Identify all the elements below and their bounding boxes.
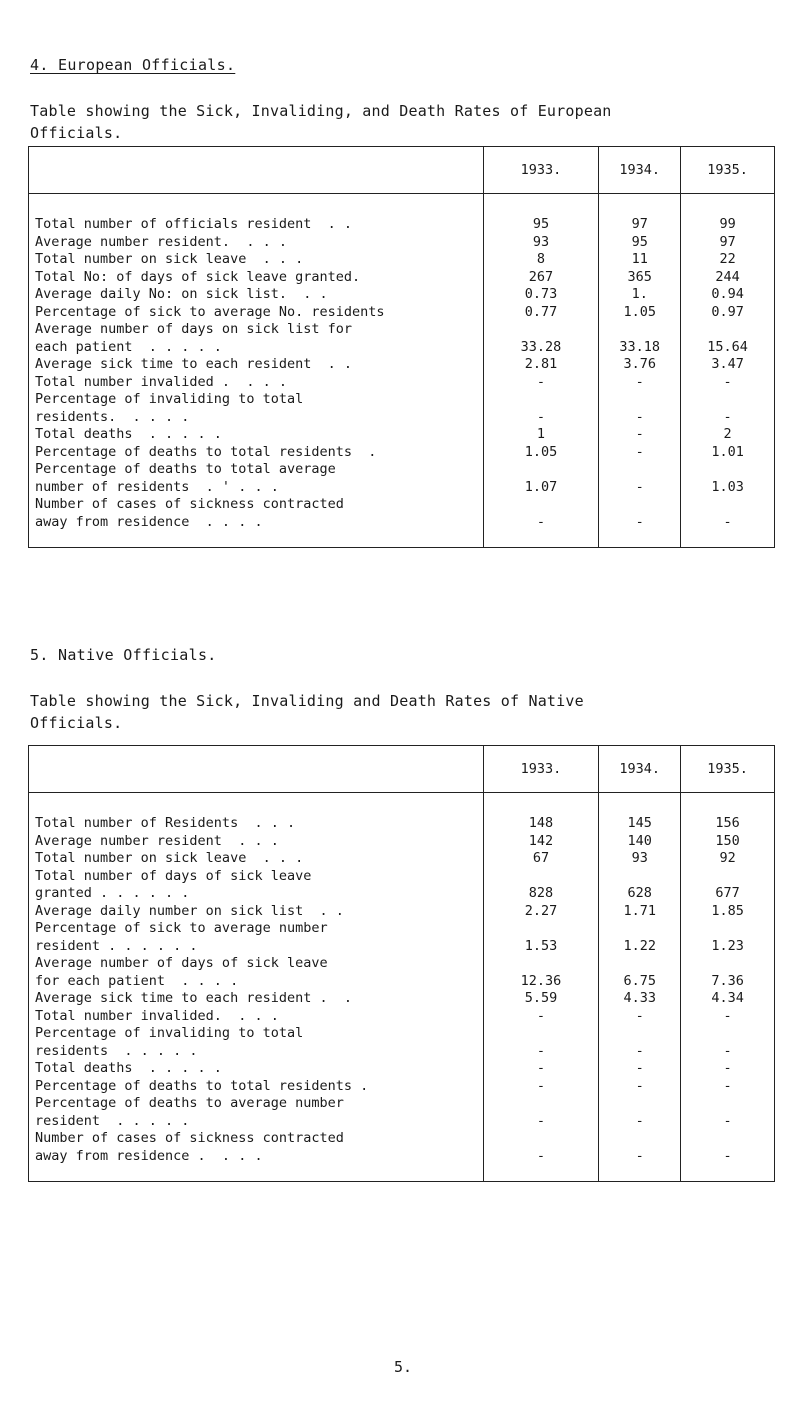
value-cell: 2 xyxy=(681,426,775,444)
value-cell: 0.73 xyxy=(483,286,599,304)
value-cell: 145 xyxy=(599,793,681,833)
european-section-heading: 4. European Officials. xyxy=(30,56,236,74)
value-cell: 12.36 xyxy=(483,955,599,990)
row-label xyxy=(29,234,484,252)
column-header: 1933. xyxy=(483,147,599,194)
value-cell: 1.03 xyxy=(681,461,775,496)
value-cell: 1.05 xyxy=(483,444,599,462)
table-row xyxy=(29,920,775,955)
value-cell: 156 xyxy=(681,793,775,833)
row-label-line: Number of cases of sickness contracted xyxy=(35,1130,344,1146)
table-row xyxy=(29,1095,775,1130)
row-label xyxy=(29,990,484,1008)
value-cell: 6.75 xyxy=(599,955,681,990)
value-cell: - xyxy=(599,1025,681,1060)
row-label xyxy=(29,194,484,234)
row-label xyxy=(29,356,484,374)
row-label-line: Percentage of deaths to average number xyxy=(35,1095,344,1111)
row-label xyxy=(29,833,484,851)
european-caption-line-2: Officials. xyxy=(30,124,123,142)
value-cell: - xyxy=(681,1060,775,1078)
row-label-line: Total number on sick leave . . . xyxy=(35,850,304,866)
row-label-line: Total number of officials resident . . xyxy=(35,216,352,232)
row-label-line: Average number of days on sick list for xyxy=(35,321,352,337)
value-cell: - xyxy=(483,391,599,426)
row-label xyxy=(29,461,484,496)
row-label xyxy=(29,793,484,833)
value-cell: 828 xyxy=(483,868,599,903)
row-label-line: Percentage of invaliding to total xyxy=(35,391,304,407)
table-header-row xyxy=(29,746,775,793)
native-table-caption xyxy=(30,690,584,734)
value-cell: 1.53 xyxy=(483,920,599,955)
value-cell: 15.64 xyxy=(681,321,775,356)
european-caption-line-1: Table showing the Sick, Invaliding, and Death Rates of European xyxy=(30,102,612,120)
row-label xyxy=(29,286,484,304)
column-header: 1933. xyxy=(483,746,599,793)
row-label xyxy=(29,1025,484,1060)
row-label-line: Total deaths . . . . . xyxy=(35,1060,222,1076)
row-label-line: Total number on sick leave . . . xyxy=(35,251,304,267)
table-row xyxy=(29,1025,775,1060)
value-cell: - xyxy=(599,444,681,462)
row-label xyxy=(29,496,484,548)
value-cell: - xyxy=(599,496,681,548)
row-label-line: Average number resident . . . xyxy=(35,832,279,849)
value-cell: 33.28 xyxy=(483,321,599,356)
row-label-line: Average daily No: on sick list. . . xyxy=(35,286,328,302)
value-cell: 93 xyxy=(483,234,599,252)
european-table-caption xyxy=(30,100,612,144)
value-cell: 93 xyxy=(599,850,681,868)
value-cell: - xyxy=(483,374,599,392)
native-section-heading: 5. Native Officials. xyxy=(30,646,217,664)
row-label-line: Total number of days of sick leave xyxy=(35,867,312,884)
value-cell: - xyxy=(599,391,681,426)
value-cell: 267 xyxy=(483,269,599,287)
row-label-line: Percentage of deaths to total average xyxy=(35,461,336,477)
value-cell: 3.76 xyxy=(599,356,681,374)
row-label-line: Average daily number on sick list . . xyxy=(35,902,344,919)
value-cell: 244 xyxy=(681,269,775,287)
value-cell: 1.22 xyxy=(599,920,681,955)
row-label xyxy=(29,444,484,462)
row-label-line: Average sick time to each resident . . xyxy=(35,990,352,1006)
table-row xyxy=(29,868,775,903)
row-label xyxy=(29,269,484,287)
table-row xyxy=(29,461,775,496)
value-cell: - xyxy=(483,1130,599,1182)
row-label-line: number of residents . ' . . . xyxy=(35,478,279,495)
table-row xyxy=(29,903,775,921)
table-row xyxy=(29,234,775,252)
page-number: 5. xyxy=(394,1358,413,1376)
row-label-line: away from residence . . . . xyxy=(35,513,263,530)
value-cell: 11 xyxy=(599,251,681,269)
value-cell: - xyxy=(599,1130,681,1182)
value-cell: 1.07 xyxy=(483,461,599,496)
value-cell: 92 xyxy=(681,850,775,868)
row-label xyxy=(29,1130,484,1182)
value-cell: - xyxy=(681,374,775,392)
value-cell: 67 xyxy=(483,850,599,868)
value-cell: 99 xyxy=(681,194,775,234)
value-cell: 677 xyxy=(681,868,775,903)
row-label-line: Percentage of deaths to total residents . xyxy=(35,443,377,460)
value-cell: 142 xyxy=(483,833,599,851)
header-blank-cell xyxy=(29,147,484,194)
row-label xyxy=(29,1095,484,1130)
table-row xyxy=(29,286,775,304)
value-cell: - xyxy=(599,426,681,444)
value-cell: 22 xyxy=(681,251,775,269)
row-label-line: Average sick time to each resident . . xyxy=(35,356,352,372)
row-label-line: Average number of days of sick leave xyxy=(35,955,328,971)
row-label-line: Average number resident. . . . xyxy=(35,233,287,250)
value-cell: 1.05 xyxy=(599,304,681,322)
column-header: 1934. xyxy=(599,147,681,194)
value-cell: 150 xyxy=(681,833,775,851)
value-cell: - xyxy=(681,1130,775,1182)
value-cell: 97 xyxy=(681,234,775,252)
header-blank-cell xyxy=(29,746,484,793)
table-row xyxy=(29,269,775,287)
row-label xyxy=(29,903,484,921)
value-cell: 5.59 xyxy=(483,990,599,1008)
value-cell: - xyxy=(483,1060,599,1078)
value-cell: 628 xyxy=(599,868,681,903)
native-caption-line-1: Table showing the Sick, Invaliding and Death Rates of Native xyxy=(30,692,584,710)
value-cell: 95 xyxy=(483,194,599,234)
row-label-line: Percentage of sick to average No. residents xyxy=(35,303,385,320)
row-label-line: Total number invalided . . . . xyxy=(35,373,287,390)
row-label xyxy=(29,1060,484,1078)
table-row xyxy=(29,955,775,990)
value-cell: - xyxy=(599,1060,681,1078)
row-label-line: Total deaths . . . . . xyxy=(35,426,222,442)
european-officials-table xyxy=(28,146,775,548)
value-cell: 95 xyxy=(599,234,681,252)
table-row xyxy=(29,426,775,444)
row-label-line: Percentage of invaliding to total xyxy=(35,1025,304,1041)
value-cell: - xyxy=(681,1008,775,1026)
value-cell: - xyxy=(599,1078,681,1096)
value-cell: - xyxy=(681,1078,775,1096)
row-label xyxy=(29,1078,484,1096)
value-cell: 0.77 xyxy=(483,304,599,322)
value-cell: - xyxy=(483,1078,599,1096)
value-cell: 2.27 xyxy=(483,903,599,921)
row-label xyxy=(29,850,484,868)
row-label-line: Percentage of sick to average number xyxy=(35,920,328,936)
value-cell: - xyxy=(681,391,775,426)
table-row xyxy=(29,850,775,868)
value-cell: - xyxy=(599,1095,681,1130)
value-cell: 1. xyxy=(599,286,681,304)
table-header-row xyxy=(29,147,775,194)
value-cell: 4.33 xyxy=(599,990,681,1008)
value-cell: 3.47 xyxy=(681,356,775,374)
row-label-line: granted . . . . . . xyxy=(35,885,190,901)
value-cell: - xyxy=(681,1095,775,1130)
value-cell: 2.81 xyxy=(483,356,599,374)
native-caption-line-2: Officials. xyxy=(30,714,123,732)
table-row xyxy=(29,1130,775,1182)
value-cell: 365 xyxy=(599,269,681,287)
row-label xyxy=(29,304,484,322)
table-row xyxy=(29,793,775,833)
row-label-line: Total number of Residents . . . xyxy=(35,815,296,831)
row-label xyxy=(29,868,484,903)
table-row xyxy=(29,391,775,426)
value-cell: - xyxy=(599,374,681,392)
table-row xyxy=(29,990,775,1008)
row-label xyxy=(29,374,484,392)
table-row xyxy=(29,304,775,322)
value-cell: - xyxy=(599,461,681,496)
table-row xyxy=(29,251,775,269)
row-label-line: away from residence . . . . xyxy=(35,1147,263,1164)
row-label xyxy=(29,1008,484,1026)
row-label xyxy=(29,391,484,426)
table-row xyxy=(29,194,775,234)
table-row xyxy=(29,496,775,548)
value-cell: 33.18 xyxy=(599,321,681,356)
value-cell: 97 xyxy=(599,194,681,234)
table-row xyxy=(29,833,775,851)
column-header: 1935. xyxy=(681,746,775,793)
value-cell: - xyxy=(483,1095,599,1130)
table-row xyxy=(29,356,775,374)
row-label-line: resident . . . . . . xyxy=(35,937,198,954)
row-label xyxy=(29,321,484,356)
row-label-line: resident . . . . . xyxy=(35,1112,190,1129)
value-cell: - xyxy=(599,1008,681,1026)
table-row xyxy=(29,374,775,392)
table-row xyxy=(29,1060,775,1078)
table-row xyxy=(29,1078,775,1096)
value-cell: 148 xyxy=(483,793,599,833)
row-label-line: Total number invalided. . . . xyxy=(35,1007,279,1024)
value-cell: 1.71 xyxy=(599,903,681,921)
row-label xyxy=(29,920,484,955)
row-label xyxy=(29,955,484,990)
value-cell: 0.94 xyxy=(681,286,775,304)
row-label-line: each patient . . . . . xyxy=(35,338,222,355)
value-cell: - xyxy=(681,496,775,548)
native-officials-table xyxy=(28,745,775,1182)
value-cell: 4.34 xyxy=(681,990,775,1008)
table-row xyxy=(29,321,775,356)
value-cell: 8 xyxy=(483,251,599,269)
value-cell: - xyxy=(483,1008,599,1026)
row-label-line: Total No: of days of sick leave granted. xyxy=(35,268,361,285)
column-header: 1935. xyxy=(681,147,775,194)
value-cell: 1.85 xyxy=(681,903,775,921)
row-label-line: Number of cases of sickness contracted xyxy=(35,496,344,512)
value-cell: - xyxy=(483,1025,599,1060)
value-cell: 7.36 xyxy=(681,955,775,990)
value-cell: 1.01 xyxy=(681,444,775,462)
value-cell: - xyxy=(483,496,599,548)
value-cell: 1.23 xyxy=(681,920,775,955)
value-cell: 0.97 xyxy=(681,304,775,322)
row-label-line: for each patient . . . . xyxy=(35,972,239,989)
row-label-line: residents . . . . . xyxy=(35,1042,198,1059)
column-header: 1934. xyxy=(599,746,681,793)
value-cell: - xyxy=(681,1025,775,1060)
row-label xyxy=(29,426,484,444)
table-row xyxy=(29,444,775,462)
value-cell: 140 xyxy=(599,833,681,851)
value-cell: 1 xyxy=(483,426,599,444)
row-label-line: residents. . . . . xyxy=(35,408,190,425)
row-label xyxy=(29,251,484,269)
row-label-line: Percentage of deaths to total residents . xyxy=(35,1077,369,1094)
table-row xyxy=(29,1008,775,1026)
